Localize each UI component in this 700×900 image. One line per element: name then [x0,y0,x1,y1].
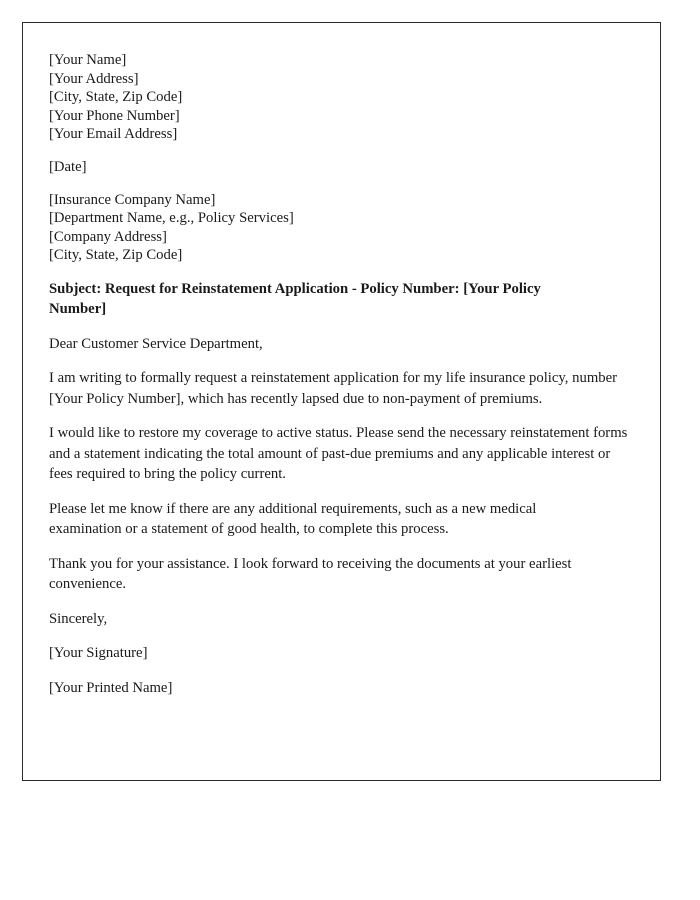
letter-date: [Date] [49,158,87,175]
letter-page [22,22,661,781]
sender-street-address: [Your Address] [49,70,139,87]
sender-name: [Your Name] [49,52,127,68]
salutation: Dear Customer Service Department, [49,335,263,352]
recipient-address-block [49,191,630,265]
sender-email-address: [Your Email Address] [49,126,178,143]
body-paragraph-3: Please let me know if there are any additional requirements, such as a new medical examination or a statement of good health, to complete this process. [49,500,537,538]
printed-name-placeholder: [Your Printed Name] [49,679,173,696]
recipient-company-name: [Insurance Company Name] [49,191,216,208]
subject-line: Subject: Request for Reinstatement Application - Policy Number: [Your Policy Number] [49,280,541,318]
body-paragraph-1: I am writing to formally request a reinstatement application for my life insurance policy, number [Your Policy Number], which has recently lapsed due to non-payment of premiums. [49,370,618,407]
body-paragraph-4: Thank you for your assistance. I look forward to receiving the documents at your earliest convenience. [49,555,572,593]
recipient-city-state-zip: [City, State, Zip Code] [49,247,183,264]
sender-phone-number: [Your Phone Number] [49,107,180,124]
date-block [49,158,630,177]
recipient-company-address: [Company Address] [49,228,167,245]
signature-placeholder: [Your Signature] [49,645,148,662]
body-paragraph-2: I would like to restore my coverage to active status. Please send the necessary reinstatement forms and a statement indicating the total amount of past-due premiums and any applicable interest or fees required to bring the policy current. [49,425,628,483]
recipient-department-name: [Department Name, e.g., Policy Services] [49,210,294,227]
sender-city-state-zip: [City, State, Zip Code] [49,89,183,106]
closing-salutation: Sincerely, [49,610,108,627]
sender-address-block [49,51,630,144]
letter-content [49,51,630,712]
